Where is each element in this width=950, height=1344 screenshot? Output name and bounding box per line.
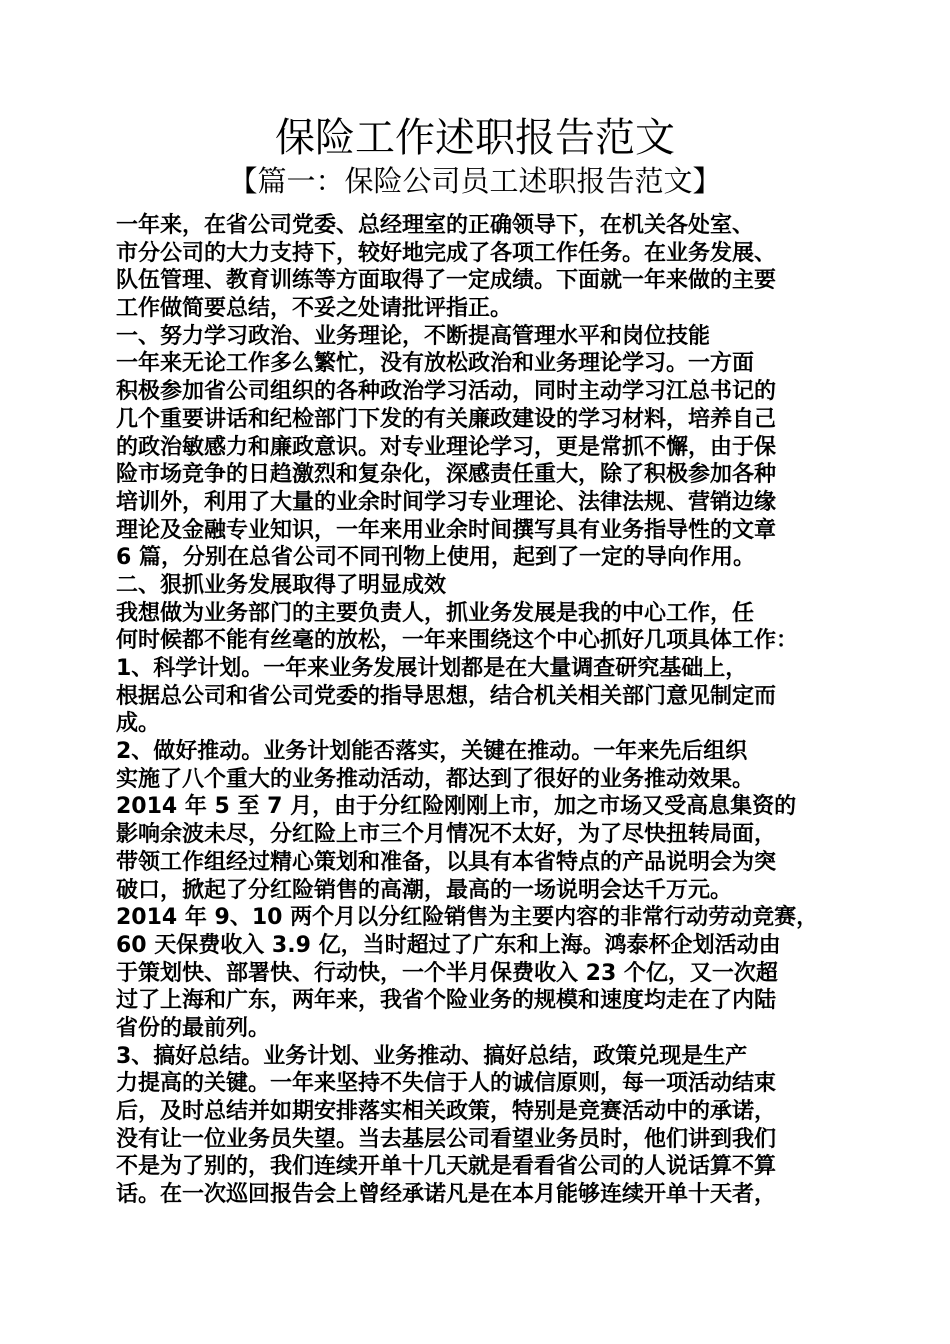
body-line: 积极参加省公司组织的各种政治学习活动，同时主动学习江总书记的 <box>116 379 777 405</box>
body-line: 破口，掀起了分红险销售的高潮，最高的一场说明会达千万元。 <box>116 877 733 903</box>
body-line: 队伍管理、教育训练等方面取得了一定成绩。下面就一年来做的主要 <box>116 268 777 294</box>
body-line: 工作做简要总结，不妥之处请批评指正。 <box>116 296 513 322</box>
body-line: 3、搞好总结。业务计划、业务推动、搞好总结，政策兑现是生产 <box>116 1043 748 1069</box>
body-line: 几个重要讲话和纪检部门下发的有关廉政建设的学习材料，培养自己 <box>116 406 777 432</box>
body-line: 没有让一位业务员失望。当去基层公司看望业务员时，他们讲到我们 <box>116 1126 777 1152</box>
body-line: 2014 年 9、10 两个月以分红险销售为主要内容的非常行动劳动竞赛， <box>116 905 819 931</box>
body-line: 险市场竞争的日趋激烈和复杂化，深感责任重大，除了积极参加各种 <box>116 462 777 488</box>
body-line: 于策划快、部署快、行动快，一个半月保费收入 23 个亿，又一次超 <box>116 960 778 986</box>
body-line: 我想做为业务部门的主要负责人，抓业务发展是我的中心工作，任 <box>116 600 755 626</box>
body-line: 带领工作组经过精心策划和准备，以具有本省特点的产品说明会为突 <box>116 849 777 875</box>
body-line: 市分公司的大力支持下，较好地完成了各项工作任务。在业务发展、 <box>116 240 777 266</box>
body-line: 二、狠抓业务发展取得了明显成效 <box>116 572 447 598</box>
document-body <box>116 212 846 1209</box>
body-line: 一、努力学习政治、业务理论，不断提高管理水平和岗位技能 <box>116 323 711 349</box>
body-line: 一年来，在省公司党委、总经理室的正确领导下，在机关各处室、 <box>116 213 755 238</box>
body-line: 培训外，利用了大量的业余时间学习专业理论、法律法规、营销边缘 <box>116 489 777 515</box>
body-line: 话。在一次巡回报告会上曾经承诺凡是在本月能够连续开单十天者， <box>116 1182 777 1208</box>
body-line: 实施了八个重大的业务推动活动，都达到了很好的业务推动效果。 <box>116 766 755 792</box>
body-line: 一年来无论工作多么繁忙，没有放松政治和业务理论学习。一方面 <box>116 351 755 377</box>
body-line: 影响余波未尽，分红险上市三个月情况不太好，为了尽快扭转局面， <box>116 822 777 848</box>
body-line: 2014 年 5 至 7 月，由于分红险刚刚上市，加之市场又受高息集资的 <box>116 794 797 820</box>
body-line: 力提高的关键。一年来坚持不失信于人的诚信原则，每一项活动结束 <box>116 1071 777 1097</box>
body-line: 的政治敏感力和廉政意识。对专业理论学习，更是常抓不懈，由于保 <box>116 434 777 460</box>
body-line: 成。 <box>116 711 161 737</box>
body-line: 理论及金融专业知识，一年来用业余时间撰写具有业务指导性的文章 <box>116 517 777 543</box>
body-line: 何时候都不能有丝毫的放松，一年来围绕这个中心抓好几项具体工作： <box>116 628 799 654</box>
body-line: 省份的最前列。 <box>116 1015 271 1041</box>
body-line: 6 篇，分别在总省公司不同刊物上使用，起到了一定的导向作用。 <box>116 545 755 571</box>
body-line: 过了上海和广东，两年来，我省个险业务的规模和速度均走在了内陆 <box>116 988 777 1014</box>
body-line: 60 天保费收入 3.9 亿，当时超过了广东和上海。鸿泰杯企划活动由 <box>116 932 781 958</box>
body-line: 2、做好推动。业务计划能否落实，关键在推动。一年来先后组织 <box>116 739 748 765</box>
body-line: 后，及时总结并如期安排落实相关政策，特别是竞赛活动中的承诺， <box>116 1099 777 1124</box>
body-line: 不是为了别的，我们连续开单十几天就是看看省公司的人说话算不算 <box>116 1154 777 1180</box>
document-title: 保险工作述职报告范文 <box>275 115 675 161</box>
body-line: 1、科学计划。一年来业务发展计划都是在大量调查研究基础上， <box>116 656 748 681</box>
document-subtitle: 【篇一：保险公司员工述职报告范文】 <box>228 164 722 198</box>
body-line: 根据总公司和省公司党委的指导思想，结合机关相关部门意见制定而 <box>116 683 777 709</box>
